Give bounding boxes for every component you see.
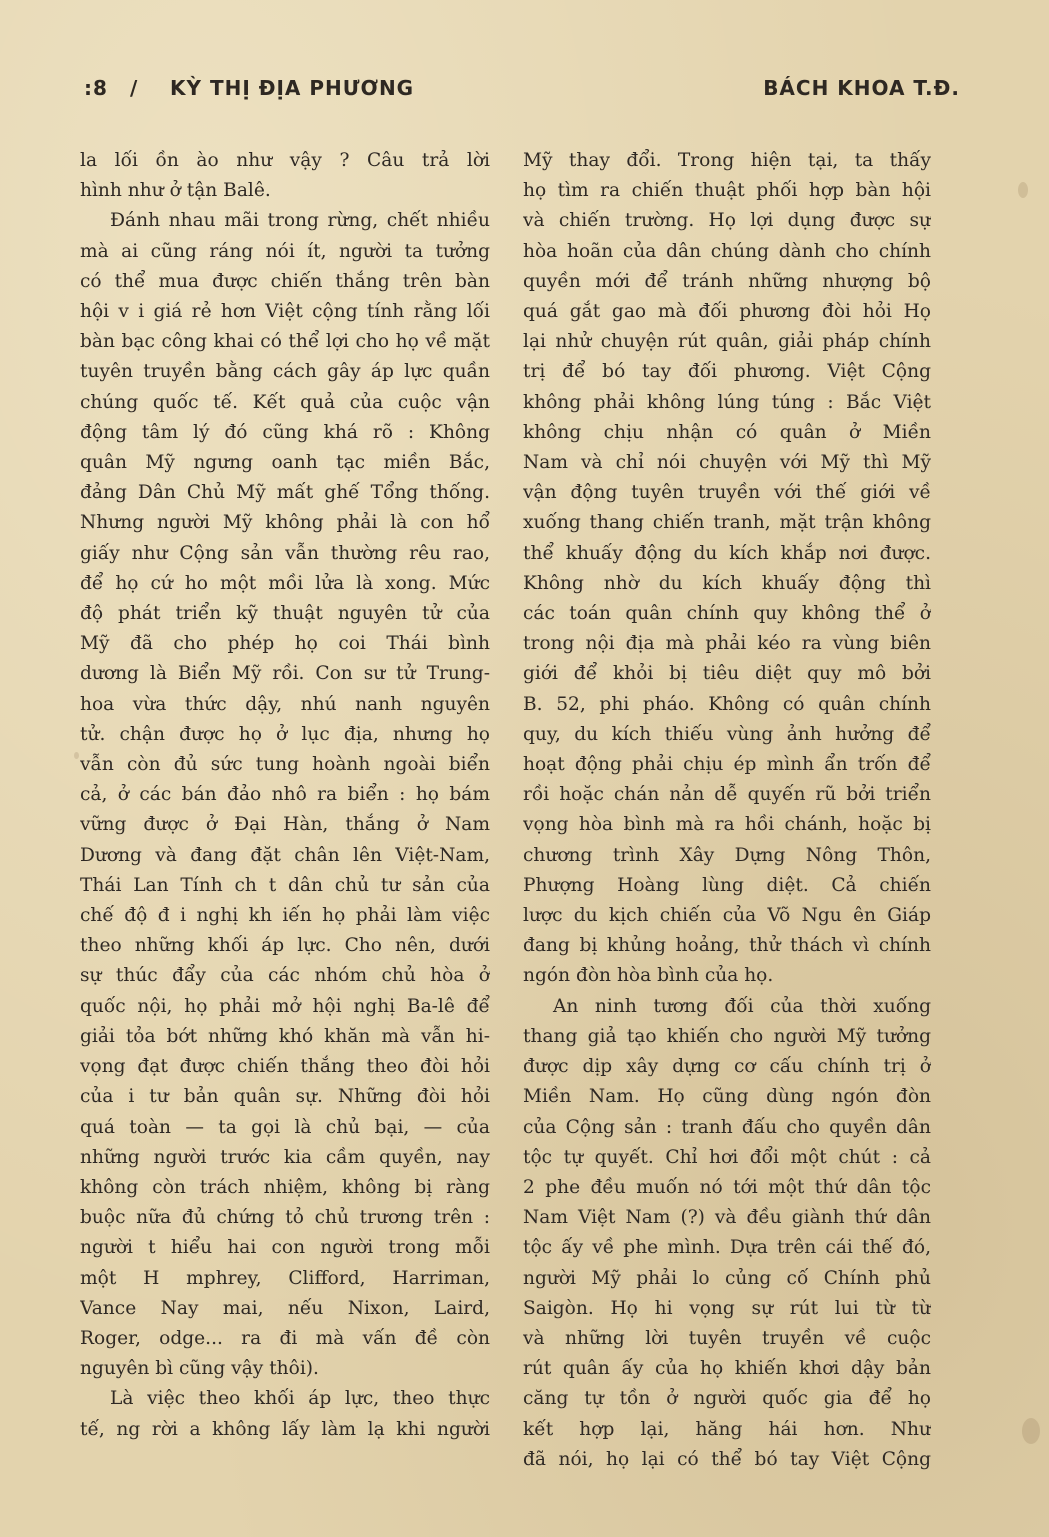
text-line: tộc ấy về phe mình. Dựa trên cái thế đó, <box>523 1237 931 1259</box>
text-line: quá gắt gao mà đối phương đòi hỏi Họ <box>523 301 931 323</box>
text-line: trị để bó tay đối phương. Việt Cộng <box>523 361 931 383</box>
text-line: Nam Việt Nam (?) và đều giành thứ dân <box>523 1207 931 1229</box>
text-line: buộc nữa đủ chứng tỏ chủ trương trên : <box>80 1207 490 1229</box>
text-line: chương trình Xây Dựng Nông Thôn, <box>523 844 931 866</box>
text-line: và những lời tuyên truyền về cuộc <box>523 1327 931 1349</box>
text-line: của Cộng sản : tranh đấu cho quyền dân <box>523 1116 931 1138</box>
text-line: Mỹ đã cho phép họ coi Thái bình <box>80 633 490 655</box>
text-line: Nam và chỉ nói chuyện với Mỹ thì Mỹ <box>523 452 931 474</box>
header-separator: / <box>130 76 139 100</box>
text-line: hội v i giá rẻ hơn Việt cộng tính rằng lối <box>80 301 490 323</box>
text-line: Thái Lan Tính ch t dân chủ tư sản của <box>80 874 490 896</box>
text-line: nguyên bì cũng vậy thôi). <box>80 1358 319 1380</box>
page-number: :8 <box>84 76 108 100</box>
text-line: la lối ồn ào như vậy ? Câu trả lời <box>80 150 490 171</box>
text-line: vọng đạt được chiến thắng theo đòi hỏi <box>80 1056 490 1078</box>
text-line: quy, du kích thiếu vùng ảnh hưởng để <box>523 723 931 745</box>
text-line: đã nói, họ lại có thể bó tay Việt Cộng <box>523 1448 931 1470</box>
text-line: rút quân ấy của họ khiến khơi dậy bản <box>523 1358 931 1380</box>
text-line: sự thúc đẩy của các nhóm chủ hòa ở <box>80 965 490 987</box>
text-line: kết hợp lại, hăng hái hơn. Như <box>523 1418 931 1440</box>
text-line: hoạt động phải chịu ép mình ẩn trốn để <box>523 754 931 776</box>
text-line: người Mỹ phải lo củng cố Chính phủ <box>523 1267 931 1289</box>
text-line: mà ai cũng ráng nói ít, người ta tưởng <box>80 240 490 262</box>
text-line: bàn bạc công khai có thể lợi cho họ về mặt <box>80 331 490 353</box>
text-line: quân Mỹ ngưng oanh tạc miền Bắc, <box>80 452 490 474</box>
text-line: rồi hoặc chán nản dễ quyến rũ bởi triển <box>523 784 931 806</box>
text-line: đảng Dân Chủ Mỹ mất ghế Tổng thống. <box>80 482 490 504</box>
text-line: vọng hòa bình mà ra hồi chánh, hoặc bị <box>523 814 931 836</box>
left-text-column <box>80 146 490 1445</box>
right-text-column <box>523 146 931 1475</box>
text-line: lại nhử chuyện rút quân, giải pháp chính <box>523 331 931 353</box>
text-line: trong nội địa mà phải kéo ra vùng biên <box>523 633 931 655</box>
text-line: An ninh tương đối của thời xuống <box>553 995 931 1017</box>
text-line: chế độ đ i nghị kh iến họ phải làm việc <box>80 905 490 927</box>
text-line: những người trước kia cầm quyền, nay <box>80 1146 490 1168</box>
text-line: của i tư bản quân sự. Những đòi hỏi <box>80 1086 490 1108</box>
paper-spot <box>74 752 79 759</box>
text-line: tế, ng rời a không lấy làm lạ khi người <box>80 1418 490 1440</box>
text-line: Không nhờ du kích khuấy động thì <box>523 572 931 594</box>
text-line: giải tỏa bớt những khó khăn mà vẫn hi- <box>80 1025 490 1047</box>
text-line: tộc tự quyết. Chỉ hơi đổi một chút : cả <box>523 1146 931 1168</box>
text-line: không phải không lúng túng : Bắc Việt <box>523 391 931 413</box>
text-line: Mỹ thay đổi. Trong hiện tại, ta thấy <box>523 150 931 171</box>
text-line: tuyên truyền bằng cách gây áp lực quần <box>80 361 490 383</box>
text-line: không chịu nhận có quân ở Miền <box>523 421 931 443</box>
text-line: Dương và đang đặt chân lên Việt-Nam, <box>80 844 490 866</box>
text-line: Đánh nhau mãi trong rừng, chết nhiều <box>110 210 490 232</box>
text-line: một H mphrey, Clifford, Harriman, <box>80 1267 490 1289</box>
text-line: 2 phe đều muốn nó tới một thứ dân tộc <box>523 1176 931 1198</box>
text-line: vận động tuyên truyền với thế giới về <box>523 482 931 504</box>
text-line: chúng quốc tế. Kết quả của cuộc vận <box>80 391 490 413</box>
text-line: xuống thang chiến tranh, mặt trận không <box>523 512 931 534</box>
journal-title: BÁCH KHOA T.Đ. <box>763 76 960 100</box>
text-line: người t hiểu hai con người trong mỗi <box>80 1237 490 1259</box>
text-line: ngón đòn hòa bình của họ. <box>523 965 774 987</box>
text-line: quá toàn — ta gọi là chủ bại, — của <box>80 1116 490 1138</box>
text-line: các toán quân chính quy không thể ở <box>523 603 931 625</box>
text-line: theo những khối áp lực. Cho nên, dưới <box>80 935 490 957</box>
text-line: động tâm lý đó cũng khá rõ : Không <box>80 421 490 443</box>
text-line: tử. chận được họ ở lục địa, nhưng họ <box>80 723 490 745</box>
text-line: lược du kịch chiến của Võ Ngu ên Giáp <box>523 905 931 927</box>
text-line: có thể mua được chiến thắng trên bàn <box>80 270 490 292</box>
text-line: hoa vừa thức dậy, nhú nanh nguyên <box>80 693 490 715</box>
text-line: căng tự tồn ở người quốc gia để họ <box>523 1388 931 1410</box>
text-line: thang giả tạo khiến cho người Mỹ tưởng <box>523 1025 931 1047</box>
text-line: đang bị khủng hoảng, thử thách vì chính <box>523 935 931 957</box>
text-line: vẫn còn đủ sức tung hoành ngoài biển <box>80 754 490 776</box>
text-line: Roger, odge... ra đi mà vấn đề còn <box>80 1327 490 1349</box>
text-line: cả, ở các bán đảo nhô ra biển : họ bám <box>80 784 490 806</box>
text-line: không còn trách nhiệm, không bị ràng <box>80 1176 490 1198</box>
text-line: B. 52, phi pháo. Không có quân chính <box>523 693 931 715</box>
page-header <box>84 70 960 106</box>
text-line: thể khuấy động du kích khắp nơi được. <box>523 542 931 564</box>
text-line: độ phát triển kỹ thuật nguyên tử của <box>80 603 490 625</box>
text-line: Nhưng người Mỹ không phải là con hổ <box>80 512 490 534</box>
text-line: giấy như Cộng sản vẫn thường rêu rao, <box>80 542 490 564</box>
text-line: hình như ở tận Balê. <box>80 180 271 202</box>
paper-spot <box>1018 182 1028 198</box>
text-line: được dịp xây dựng cơ cấu chính trị ở <box>523 1056 931 1078</box>
text-line: và chiến trường. Họ lợi dụng được sự <box>523 210 931 232</box>
section-title: KỲ THỊ ĐỊA PHƯƠNG <box>170 76 415 100</box>
text-line: Là việc theo khối áp lực, theo thực <box>110 1388 490 1410</box>
text-line: quyền mới để tránh những nhượng bộ <box>523 270 931 292</box>
text-line: giới để khỏi bị tiêu diệt quy mô bởi <box>523 663 931 685</box>
text-line: quốc nội, họ phải mở hội nghị Ba-lê để <box>80 995 490 1017</box>
text-line: Miền Nam. Họ cũng dùng ngón đòn <box>523 1086 931 1108</box>
paper-spot <box>1022 1418 1040 1444</box>
text-line: họ tìm ra chiến thuật phối hợp bàn hội <box>523 180 931 202</box>
text-line: Phượng Hoàng lùng diệt. Cả chiến <box>523 874 931 896</box>
text-line: dương là Biển Mỹ rồi. Con sư tử Trung- <box>80 663 490 685</box>
text-line: hòa hoãn của dân chúng dành cho chính <box>523 240 931 262</box>
text-line: Vance Nay mai, nếu Nixon, Laird, <box>80 1297 490 1319</box>
text-line: vững được ở Đại Hàn, thắng ở Nam <box>80 814 490 836</box>
text-line: để họ cứ ho một mồi lửa là xong. Mức <box>80 572 490 594</box>
text-line: Saigòn. Họ hi vọng sự rút lui từ từ <box>523 1297 931 1319</box>
